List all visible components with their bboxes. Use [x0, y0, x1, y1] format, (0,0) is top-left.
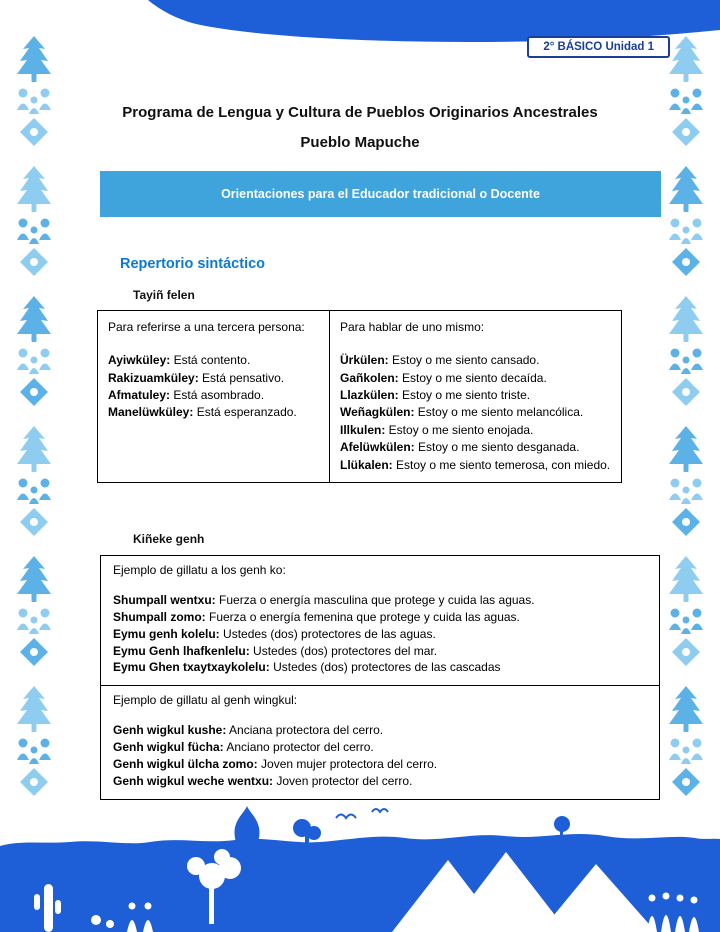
- example-block-genh-wingkul: [101, 685, 659, 798]
- entry-def: Está contento.: [170, 353, 251, 368]
- entry-def: Estoy o me siento triste.: [398, 387, 531, 402]
- entry-def: Está asombrado.: [170, 387, 265, 402]
- vocab-table-estados: [97, 310, 622, 483]
- entry-def: Ustedes (dos) protectores de las cascadas: [269, 660, 501, 675]
- vocab-entry: [113, 643, 647, 660]
- group-label-kineke-genh: Kiñeke genh: [133, 532, 205, 546]
- entry-term: Llükalen:: [340, 457, 393, 472]
- entry-def: Está esperanzado.: [193, 405, 297, 420]
- entry-term: Llazkülen:: [340, 387, 399, 402]
- vocab-entry: [108, 370, 324, 387]
- entry-def: Anciano protector del cerro.: [223, 740, 374, 755]
- group-label-tayin-felen: Tayiñ felen: [133, 288, 195, 302]
- vocab-entry: [113, 609, 647, 626]
- bird-icon: [336, 815, 356, 819]
- cell-header: Ejemplo de gillatu al genh wingkul:: [113, 693, 298, 708]
- entry-term: Ayiwküley:: [108, 353, 171, 368]
- vocab-entry: [108, 404, 324, 421]
- entry-def: Estoy o me siento melancólica.: [414, 405, 584, 420]
- vocab-entry: [108, 387, 324, 404]
- bird-icon: [372, 809, 388, 812]
- entry-def: Estoy o me siento cansado.: [388, 353, 540, 368]
- entry-def: Estoy o me siento decaída.: [398, 370, 547, 385]
- entry-term: Eymu Ghen txaytxaykolelu:: [113, 660, 270, 675]
- entry-def: Fuerza o energía femenina que protege y cuida las aguas.: [205, 609, 520, 624]
- footer-illustration: [0, 802, 720, 932]
- vocab-entry: [340, 370, 611, 387]
- entry-def: Fuerza o energía masculina que protege y cuida las aguas.: [215, 593, 535, 608]
- vocab-entry: [113, 773, 647, 790]
- vocab-entry: [340, 422, 611, 439]
- vocab-entry: [113, 722, 647, 739]
- entry-term: Illkulen:: [340, 422, 386, 437]
- cell-header: Para hablar de uno mismo:: [340, 320, 485, 334]
- entry-def: Estoy o me siento desganada.: [414, 440, 580, 455]
- vocab-entry: [340, 439, 611, 456]
- vocab-entry: [113, 626, 647, 643]
- cell-header: Para referirse a una tercera persona:: [108, 320, 305, 334]
- cell-header: Ejemplo de gillatu a los genh ko:: [113, 563, 286, 577]
- table-cell-tercera-persona: [98, 311, 330, 482]
- entry-term: Manelüwküley:: [108, 405, 194, 420]
- entry-term: Ürkülen:: [340, 353, 389, 368]
- title-block: [0, 104, 720, 151]
- examples-table-genh: [100, 555, 660, 800]
- entry-term: Shumpall zomo:: [113, 609, 206, 624]
- entry-term: Shumpall wentxu:: [113, 593, 216, 608]
- vocab-entry: [113, 739, 647, 756]
- entry-term: Eymu Genh lhafkenlelu:: [113, 643, 250, 658]
- entry-def: Joven mujer protectora del cerro.: [257, 756, 438, 771]
- entry-def: Anciana protectora del cerro.: [226, 723, 384, 738]
- section-heading: Repertorio sintáctico: [120, 256, 266, 272]
- entry-term: Gañkolen:: [340, 370, 399, 385]
- vocab-entry: [108, 352, 324, 369]
- document-title: Programa de Lengua y Cultura de Pueblos Originarios Ancestrales: [122, 104, 598, 121]
- entry-term: Genh wigkul kushe:: [113, 723, 227, 738]
- entry-term: Eymu genh kolelu:: [113, 626, 220, 641]
- entry-def: Joven protector del cerro.: [273, 773, 413, 788]
- vocab-entry: [113, 756, 647, 773]
- document-subtitle: Pueblo Mapuche: [300, 134, 420, 151]
- entry-def: Está pensativo.: [198, 370, 285, 385]
- entry-def: Estoy o me siento enojada.: [385, 422, 534, 437]
- vocab-entry: [340, 457, 611, 474]
- vocab-entry: [340, 404, 611, 421]
- entry-term: Weñagkülen:: [340, 405, 415, 420]
- entry-def: Ustedes (dos) protectores del mar.: [249, 643, 438, 658]
- entry-term: Afmatuley:: [108, 387, 171, 402]
- vocab-entry: [340, 387, 611, 404]
- orientaciones-banner-label: Orientaciones para el Educador tradicional o Docente: [221, 187, 540, 201]
- entry-term: Genh wigkul ülcha zomo:: [113, 756, 258, 771]
- entry-def: Estoy o me siento temerosa, con miedo.: [392, 457, 611, 472]
- orientaciones-banner: [100, 171, 661, 217]
- vocab-entry: [113, 659, 647, 676]
- entry-term: Rakizuamküley:: [108, 370, 199, 385]
- entry-def: Ustedes (dos) protectores de las aguas.: [219, 626, 436, 641]
- entry-term: Afelüwkülen:: [340, 440, 415, 455]
- entry-term: Genh wigkul fücha:: [113, 740, 224, 755]
- entry-term: Genh wigkul weche wentxu:: [113, 773, 274, 788]
- table-cell-uno-mismo: [330, 311, 621, 482]
- vocab-entry: [113, 592, 647, 609]
- example-block-genh-ko: [101, 556, 659, 685]
- unit-badge: 2° BÁSICO Unidad 1: [527, 36, 670, 58]
- vocab-entry: [340, 352, 611, 369]
